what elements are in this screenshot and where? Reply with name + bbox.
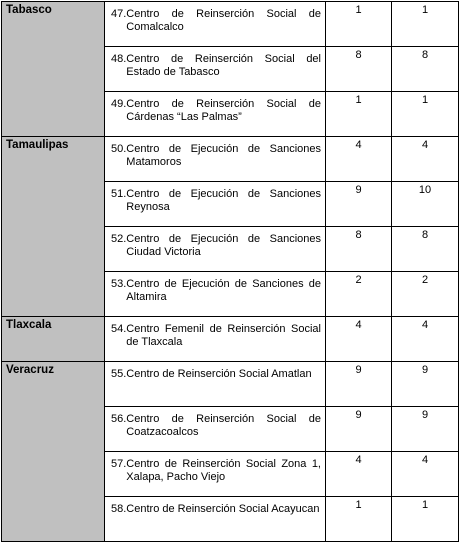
center-name: Centro de Reinserción Social de Cárdenas “Las Palmas” — [126, 98, 321, 123]
value-b-cell: 2 — [392, 272, 459, 317]
center-name: Centro de Reinserción Social Acayucan — [126, 503, 320, 515]
center-number: 51. — [111, 188, 127, 200]
value-b-cell: 10 — [392, 182, 459, 227]
state-cell: Tabasco — [2, 2, 105, 137]
value-b-cell: 9 — [392, 362, 459, 407]
center-cell — [105, 47, 326, 92]
center-cell — [105, 317, 326, 362]
table-row — [2, 317, 459, 362]
state-cell: Veracruz — [2, 362, 105, 542]
value-a-cell: 8 — [326, 227, 392, 272]
center-number: 54. — [111, 323, 127, 335]
value-b-cell: 1 — [392, 92, 459, 137]
center-cell — [105, 272, 326, 317]
value-b-cell: 8 — [392, 227, 459, 272]
center-number: 50. — [111, 143, 127, 155]
value-b-cell: 8 — [392, 47, 459, 92]
center-cell — [105, 497, 326, 542]
center-cell — [105, 182, 326, 227]
center-name: Centro de Reinserción Social Zona 1, Xalapa, Pacho Viejo — [126, 458, 321, 483]
center-cell — [105, 92, 326, 137]
center-name: Centro Femenil de Reinserción Social de Tlaxcala — [126, 323, 321, 348]
value-b-cell: 9 — [392, 407, 459, 452]
value-b-cell: 4 — [392, 137, 459, 182]
value-a-cell: 9 — [326, 407, 392, 452]
center-name: Centro de Ejecución de Sanciones Ciudad Victoria — [126, 233, 321, 258]
center-cell — [105, 2, 326, 47]
center-number: 57. — [111, 458, 127, 470]
center-name: Centro de Reinserción Social de Comalcalco — [126, 8, 321, 33]
value-a-cell: 4 — [326, 452, 392, 497]
center-cell — [105, 227, 326, 272]
center-number: 58. — [111, 503, 127, 515]
center-number: 55. — [111, 368, 127, 380]
prison-centers-table — [1, 1, 459, 542]
center-name: Centro de Reinserción Social de Coatzacoalcos — [126, 413, 321, 438]
center-name: Centro de Ejecución de Sanciones Matamoros — [126, 143, 321, 168]
value-b-cell: 1 — [392, 497, 459, 542]
value-a-cell: 4 — [326, 317, 392, 362]
table-row — [2, 2, 459, 47]
center-name: Centro de Ejecución de Sanciones de Altamira — [126, 278, 321, 303]
table-row — [2, 137, 459, 182]
value-a-cell: 9 — [326, 182, 392, 227]
value-a-cell: 4 — [326, 137, 392, 182]
value-a-cell: 1 — [326, 92, 392, 137]
state-cell: Tamaulipas — [2, 137, 105, 317]
state-cell: Tlaxcala — [2, 317, 105, 362]
center-name: Centro de Reinserción Social Amatlan — [126, 368, 312, 380]
value-a-cell: 8 — [326, 47, 392, 92]
center-number: 49. — [111, 98, 127, 110]
center-cell — [105, 452, 326, 497]
value-a-cell: 9 — [326, 362, 392, 407]
center-number: 53. — [111, 278, 127, 290]
center-cell — [105, 407, 326, 452]
center-number: 56. — [111, 413, 127, 425]
value-a-cell: 1 — [326, 2, 392, 47]
center-number: 48. — [111, 53, 127, 65]
value-b-cell: 4 — [392, 452, 459, 497]
center-cell — [105, 137, 326, 182]
center-number: 47. — [111, 8, 127, 20]
center-cell — [105, 362, 326, 407]
value-a-cell: 2 — [326, 272, 392, 317]
value-a-cell: 1 — [326, 497, 392, 542]
value-b-cell: 4 — [392, 317, 459, 362]
center-name: Centro de Ejecución de Sanciones Reynosa — [126, 188, 321, 213]
center-name: Centro de Reinserción Social del Estado de Tabasco — [126, 53, 321, 78]
value-b-cell: 1 — [392, 2, 459, 47]
table-row — [2, 362, 459, 407]
center-number: 52. — [111, 233, 127, 245]
